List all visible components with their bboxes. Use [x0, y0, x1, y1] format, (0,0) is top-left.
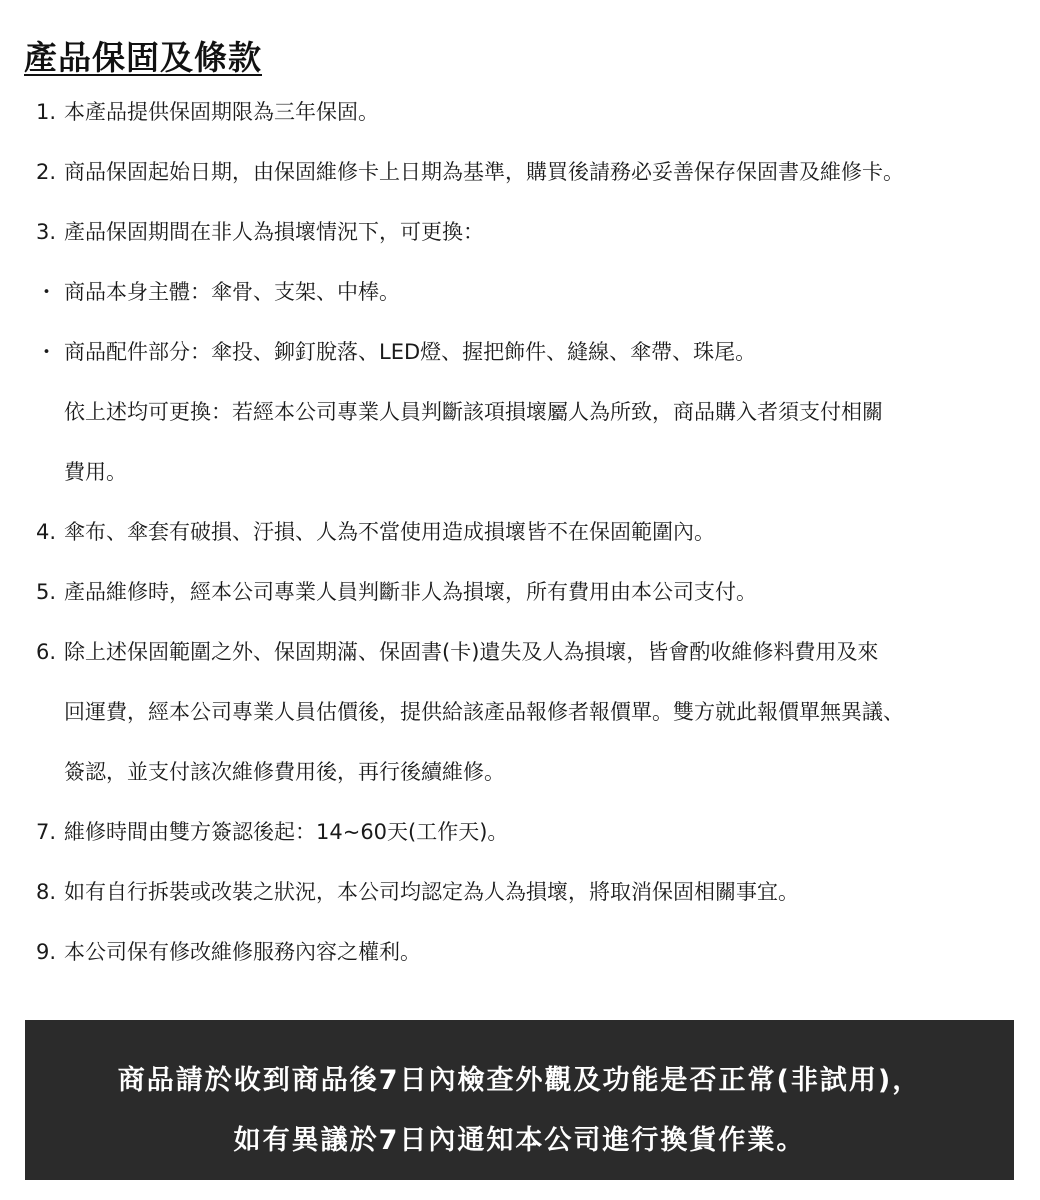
term-text: 如有自行拆裝或改裝之狀況，本公司均認定為人為損壞，將取消保固相關事宜。 [64, 880, 799, 904]
term-line-9 [0, 922, 1040, 982]
term-line-7 [0, 802, 1040, 862]
term-marker: 9. [36, 940, 57, 964]
term-sub-bullet-1 [0, 262, 1040, 322]
term-text: 費用。 [64, 460, 127, 484]
term-text: 產品維修時，經本公司專業人員判斷非人為損壞，所有費用由本公司支付。 [64, 580, 757, 604]
term-text: 除上述保固範圍之外、保固期滿、保固書(卡)遺失及人為損壞，皆會酌收維修料費用及來 [64, 640, 879, 664]
term-line-2 [0, 142, 1040, 202]
term-text: 商品配件部分：傘投、鉚釘脫落、LED燈、握把飾件、縫線、傘帶、珠尾。 [64, 340, 757, 364]
term-line-5 [0, 562, 1040, 622]
term-text: 依上述均可更換：若經本公司專業人員判斷該項損壞屬人為所致，商品購入者須支付相關 [64, 400, 883, 424]
term-continuation [0, 382, 1040, 442]
term-marker: 7. [36, 820, 57, 844]
term-sub-bullet-2 [0, 322, 1040, 382]
term-marker: 8. [36, 880, 57, 904]
term-marker: 1. [36, 100, 57, 124]
bullet-marker: ・ [36, 340, 57, 364]
term-marker: 6. [36, 640, 57, 664]
term-line-4 [0, 502, 1040, 562]
term-text: 維修時間由雙方簽認後起：14~60天(工作天)。 [64, 820, 509, 844]
term-continuation [0, 682, 1040, 742]
warranty-terms-list [0, 82, 1040, 982]
term-line-3 [0, 202, 1040, 262]
bullet-marker: ・ [36, 280, 57, 304]
term-text: 商品本身主體：傘骨、支架、中棒。 [64, 280, 400, 304]
term-text: 本公司保有修改維修服務內容之權利。 [64, 940, 421, 964]
term-text: 簽認，並支付該次維修費用後，再行後續維修。 [64, 760, 505, 784]
term-text: 本產品提供保固期限為三年保固。 [64, 100, 379, 124]
term-text: 傘布、傘套有破損、汙損、人為不當使用造成損壞皆不在保固範圍內。 [64, 520, 715, 544]
term-marker: 4. [36, 520, 57, 544]
term-continuation [0, 742, 1040, 802]
term-line-6 [0, 622, 1040, 682]
notice-line-2: 如有異議於7日內通知本公司進行換貨作業。 [233, 1125, 806, 1156]
term-line-8 [0, 862, 1040, 922]
exchange-notice-banner [25, 1020, 1014, 1180]
page-title: 產品保固及條款 [24, 38, 262, 77]
term-marker: 2. [36, 160, 57, 184]
term-marker: 3. [36, 220, 57, 244]
term-continuation [0, 442, 1040, 502]
term-marker: 5. [36, 580, 57, 604]
term-text: 商品保固起始日期，由保固維修卡上日期為基準，購買後請務必妥善保存保固書及維修卡。 [64, 160, 904, 184]
term-text: 產品保固期間在非人為損壞情況下，可更換： [64, 220, 484, 244]
term-text: 回運費，經本公司專業人員估價後，提供給該產品報修者報價單。雙方就此報價單無異議、 [64, 700, 904, 724]
term-line-1 [0, 82, 1040, 142]
notice-line-1: 商品請於收到商品後7日內檢查外觀及功能是否正常(非試用)， [117, 1065, 922, 1096]
